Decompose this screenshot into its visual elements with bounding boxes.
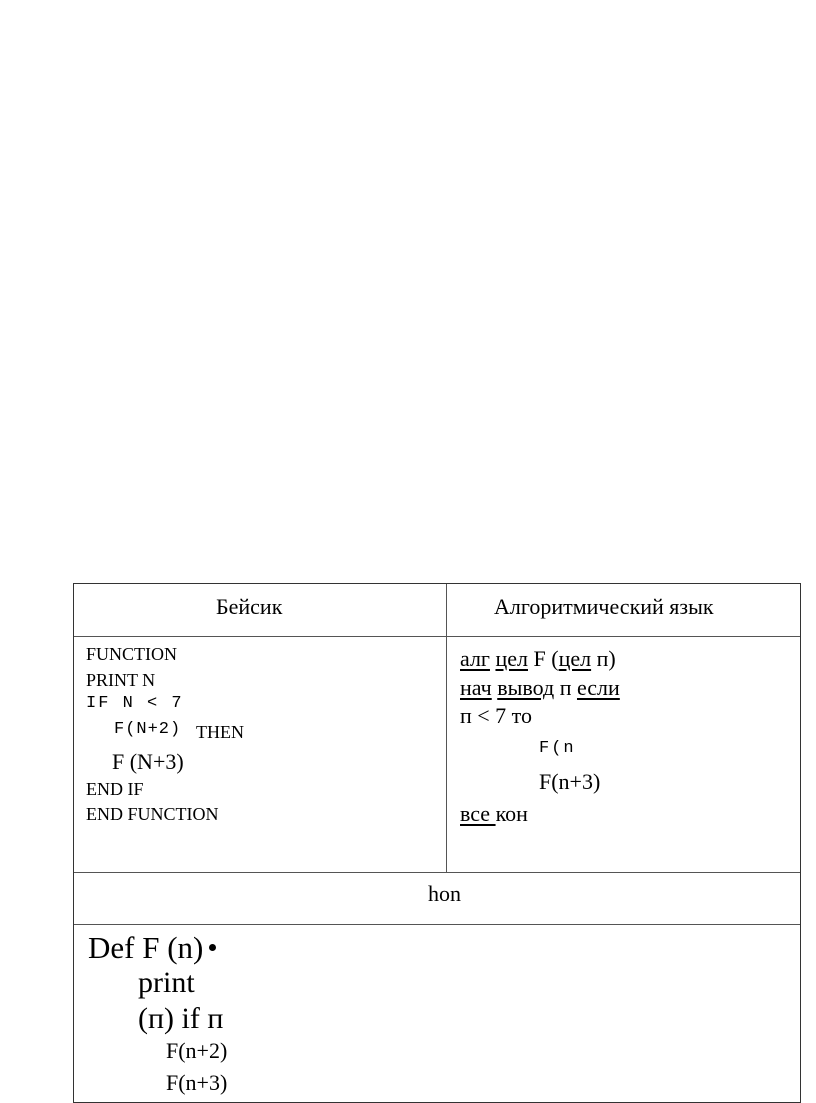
py-line-4: F(n+2) <box>166 1038 228 1063</box>
alg-text: кон <box>495 801 528 826</box>
py-line-5: F(n+3) <box>166 1070 228 1095</box>
basic-line-1: FUNCTION <box>86 644 178 664</box>
py-line-3: (п) if п <box>138 1002 224 1035</box>
alg-text: п) <box>596 646 616 671</box>
basic-line-5: F (N+3) <box>112 749 184 774</box>
basic-line-7: END FUNCTION <box>86 804 219 824</box>
basic-line-4-then: THEN <box>196 722 244 742</box>
alg-text: п <box>559 675 572 700</box>
py-line-2: print <box>138 966 195 999</box>
basic-line-2: PRINT N <box>86 670 156 690</box>
alg-keyword: цел <box>495 646 528 671</box>
alg-keyword: все <box>460 801 496 826</box>
bullet-icon <box>209 944 216 951</box>
header-divider <box>74 636 800 637</box>
column-divider <box>446 584 447 872</box>
alg-keyword: цел <box>558 646 592 671</box>
code-table <box>73 583 801 1103</box>
alg-keyword: нач <box>460 675 492 700</box>
py-line-1 <box>88 932 216 963</box>
alg-keyword: алг <box>460 646 490 671</box>
header-basic: Бейсик <box>216 594 283 619</box>
header-python: hon <box>428 881 461 906</box>
basic-line-3: IF N < 7 <box>86 694 184 713</box>
alg-line-1 <box>460 648 616 670</box>
alg-line-6 <box>460 803 528 825</box>
alg-line-5: F(n+3) <box>539 769 601 794</box>
alg-text: F ( <box>533 646 559 671</box>
alg-line-3: п < 7 то <box>460 703 533 728</box>
alg-line-2 <box>460 677 620 699</box>
basic-line-4-call: F(N+2) <box>114 720 182 739</box>
alg-line-4: F(n <box>539 739 576 758</box>
py-line-1-text: Def F (n) <box>88 930 204 965</box>
alg-keyword: вывод <box>497 675 555 700</box>
section-divider-top <box>74 872 800 873</box>
section-divider-bottom <box>74 924 800 925</box>
header-algorithmic: Алгоритмический язык <box>494 594 714 619</box>
alg-keyword: если <box>576 675 620 700</box>
basic-line-6: END IF <box>86 779 144 799</box>
